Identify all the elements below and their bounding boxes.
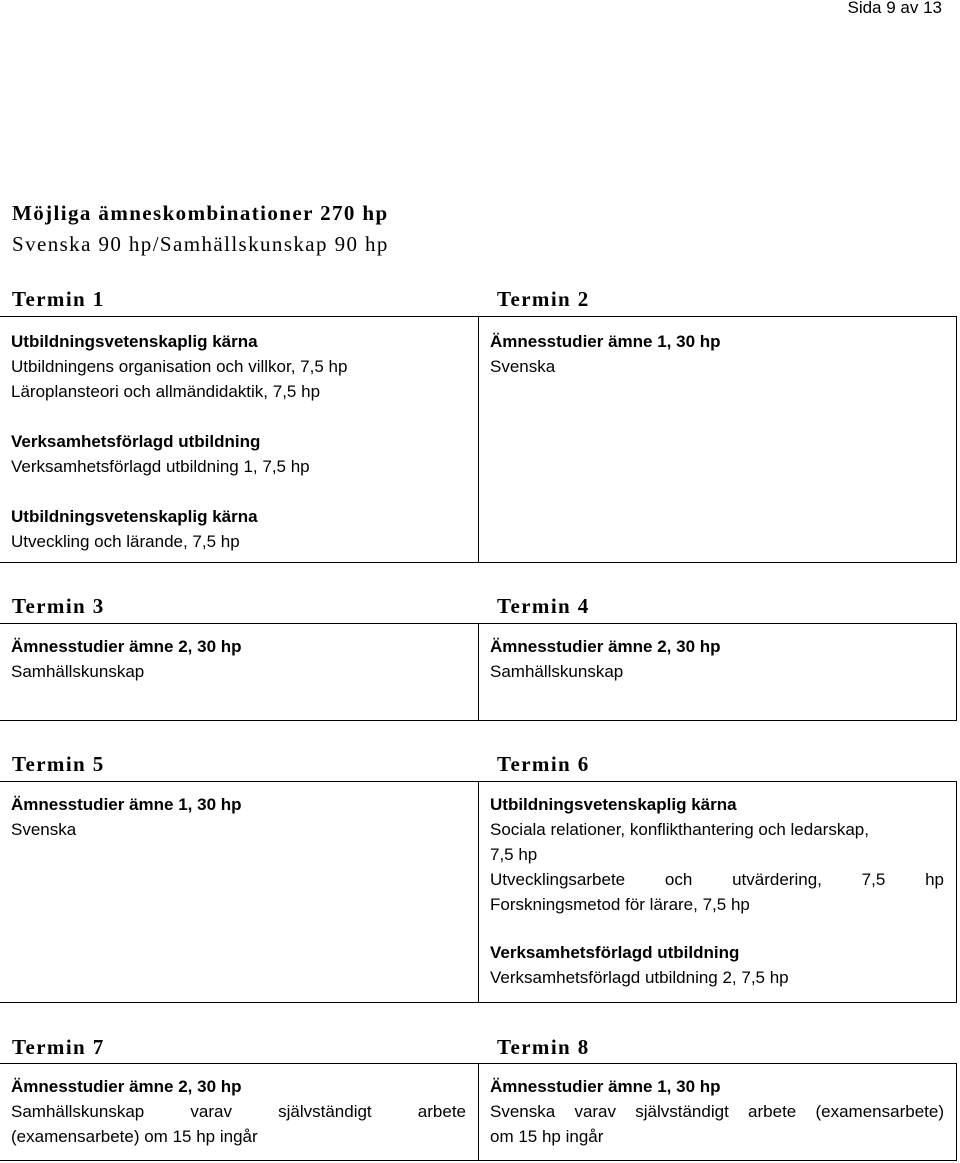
course-block (11, 429, 466, 479)
course-line: om 15 hp ingår (490, 1127, 604, 1146)
course-block (490, 940, 944, 990)
block-heading: Utbildningsvetenskaplig kärna (11, 507, 258, 526)
block-heading: Verksamhetsförlagd utbildning (490, 943, 740, 962)
block-heading: Verksamhetsförlagd utbildning (11, 432, 261, 451)
page-subtitle: Svenska 90 hp/Samhällskunskap 90 hp (12, 232, 389, 256)
term-heading: Termin 4 (497, 594, 590, 618)
block-heading: Ämnesstudier ämne 2, 30 hp (490, 637, 721, 656)
course-block (490, 329, 944, 379)
term-8-cell (478, 1064, 957, 1160)
page-number: Sida 9 av 13 (847, 0, 942, 17)
course-line: Forskningsmetod för lärare, 7,5 hp (490, 895, 750, 914)
block-heading: Utbildningsvetenskaplig kärna (11, 332, 258, 351)
course-line: (examensarbete) om 15 hp ingår (11, 1127, 258, 1146)
course-line: Verksamhetsförlagd utbildning 1, 7,5 hp (11, 457, 310, 476)
course-line: Sociala relationer, konflikthantering och ledarskap, (490, 820, 869, 839)
block-heading: Ämnesstudier ämne 1, 30 hp (11, 795, 242, 814)
block-heading: Ämnesstudier ämne 1, 30 hp (490, 332, 721, 351)
term-row-1-2 (0, 316, 957, 563)
term-heading: Termin 6 (497, 752, 590, 776)
course-line: Verksamhetsförlagd utbildning 2, 7,5 hp (490, 968, 789, 987)
term-heading: Termin 3 (12, 594, 105, 618)
block-heading: Ämnesstudier ämne 2, 30 hp (11, 1077, 242, 1096)
term-4-cell (478, 624, 957, 720)
course-line: 7,5 hp (490, 845, 538, 864)
term-1-cell (0, 317, 478, 562)
course-line: Samhällskunskap (490, 662, 624, 681)
course-line: Samhällskunskap varav självständigt arbete (11, 1102, 466, 1121)
course-block (11, 1074, 466, 1149)
page-title: Möjliga ämneskombinationer 270 hp (12, 201, 389, 225)
term-2-cell (478, 317, 957, 562)
course-block (11, 504, 466, 554)
term-heading: Termin 7 (12, 1035, 105, 1059)
course-line: Utveckling och lärande, 7,5 hp (11, 532, 240, 551)
term-heading: Termin 5 (12, 752, 105, 776)
term-heading: Termin 2 (497, 287, 590, 311)
term-5-cell (0, 782, 478, 1002)
course-block (11, 329, 466, 404)
course-line: Läroplansteori och allmändidaktik, 7,5 hp (11, 382, 321, 401)
term-heading: Termin 1 (12, 287, 105, 311)
term-row-3-4 (0, 623, 957, 721)
block-heading: Ämnesstudier ämne 1, 30 hp (490, 1077, 721, 1096)
term-row-5-6 (0, 781, 957, 1003)
course-line: Svenska varav självständigt arbete (examensarbete) (490, 1102, 944, 1121)
term-7-cell (0, 1064, 478, 1160)
course-block (490, 792, 944, 917)
block-heading: Ämnesstudier ämne 2, 30 hp (11, 637, 242, 656)
course-block (11, 792, 466, 842)
block-heading: Utbildningsvetenskaplig kärna (490, 795, 737, 814)
term-heading: Termin 8 (497, 1035, 590, 1059)
course-line: Svenska (11, 820, 77, 839)
course-line: Samhällskunskap (11, 662, 145, 681)
course-line: Utbildningens organisation och villkor, 7,5 hp (11, 357, 348, 376)
term-6-cell (478, 782, 957, 1002)
course-line: Svenska (490, 357, 556, 376)
course-block (490, 1074, 944, 1149)
course-block (11, 634, 466, 684)
term-row-7-8 (0, 1063, 957, 1161)
term-3-cell (0, 624, 478, 720)
course-block (490, 634, 944, 684)
course-line: Utvecklingsarbete och utvärdering, 7,5 hp (490, 870, 944, 889)
